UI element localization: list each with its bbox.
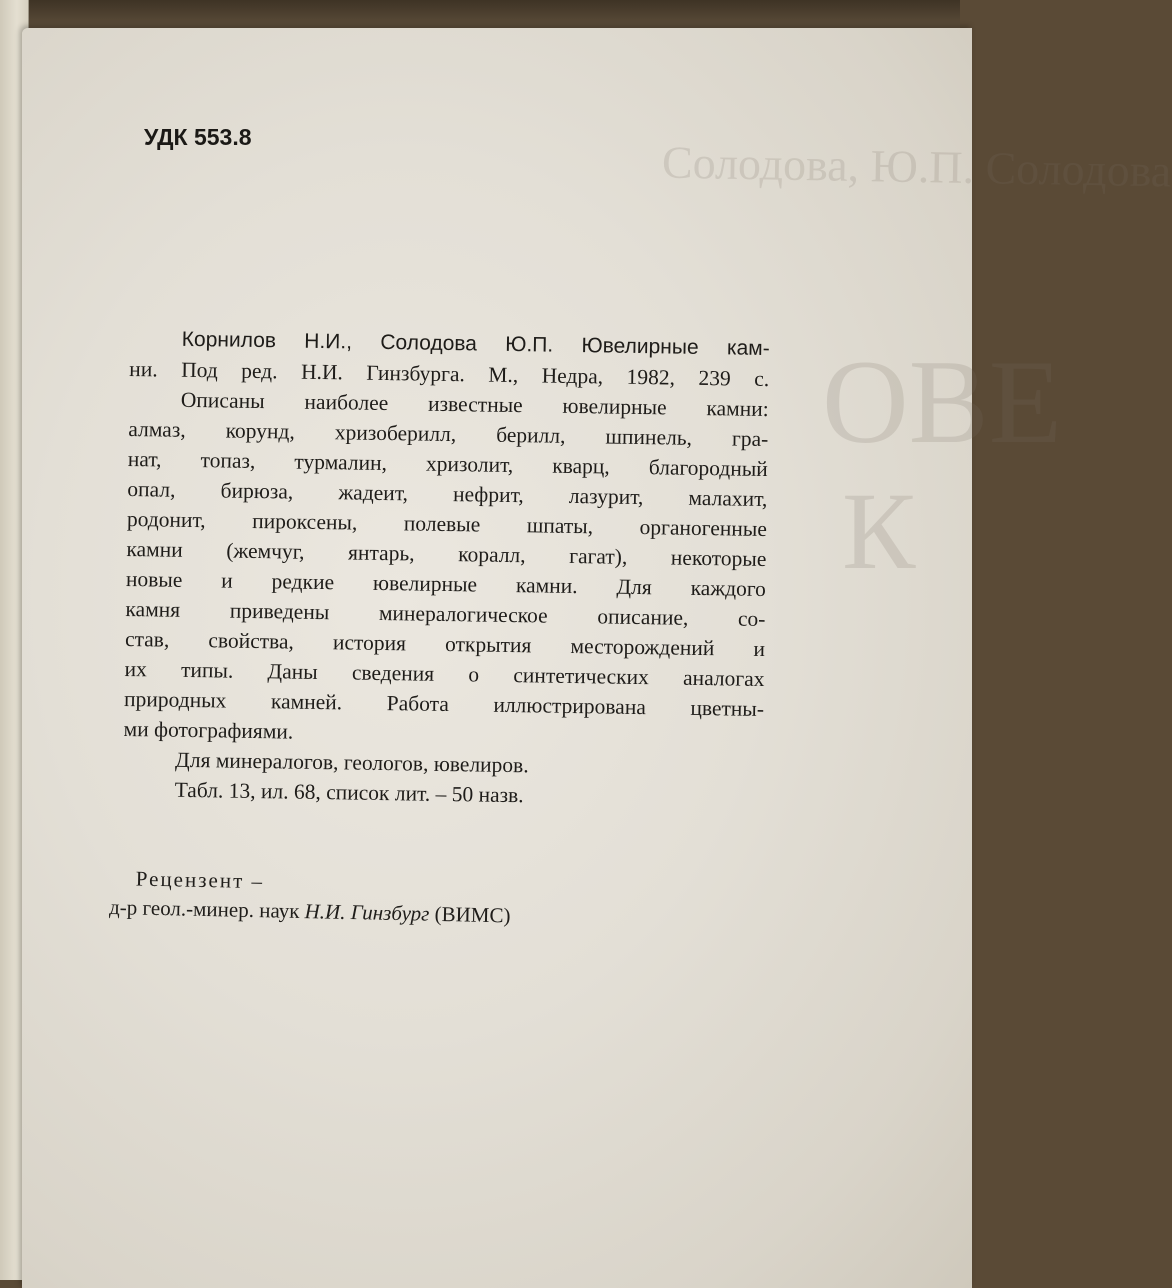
abstract-line: родонит, пироксены, полевые шпаты, органогенные	[126, 506, 768, 542]
abstract-line: камни (жемчуг, янтарь, коралл, гагат), некоторые	[126, 536, 767, 572]
abstract-line: нат, топаз, турмалин, хризолит, кварц, благородный	[127, 446, 768, 482]
abstract-line: опал, бирюза, жадеит, нефрит, лазурит, малахит,	[127, 476, 768, 512]
bleed-through-text: Солодова, Ю.П. Солодова	[661, 136, 1172, 197]
bibliographic-abstract	[122, 324, 769, 814]
abstract-line: алмаз, корунд, хризоберилл, берилл, шпинель, гра-	[128, 416, 769, 452]
abstract-line: Корнилов Н.И., Солодова Ю.П. Ювелирные кам-	[181, 327, 770, 361]
abstract-line: их типы. Даны сведения о синтетических аналогах	[124, 656, 765, 692]
reviewer-organization: (ВИМС)	[434, 901, 511, 928]
reviewer-block	[109, 866, 511, 928]
reviewer-credentials-line	[109, 895, 511, 928]
abstract-line: Для минералогов, геологов, ювелиров.	[174, 747, 529, 778]
reviewer-name: Н.И. Гинзбург	[304, 899, 430, 926]
book-page	[22, 28, 1172, 1288]
abstract-line: став, свойства, история открытия месторождений и	[124, 626, 766, 662]
abstract-line: новые и редкие ювелирные камни. Для каждого	[125, 566, 767, 602]
abstract-line: ми фотографиями.	[123, 716, 294, 744]
bleed-through-text: ОВЕ	[822, 335, 1062, 468]
udk-code: УДК 553.8	[144, 124, 252, 150]
abstract-line: природных камней. Работа иллюстрирована цветны-	[123, 686, 765, 722]
abstract-line: Описаны наиболее известные ювелирные камни:	[180, 387, 769, 422]
abstract-line: Табл. 13, ил. 68, список лит. – 50 назв.	[174, 777, 524, 808]
abstract-line: ни. Под ред. Н.И. Гинзбурга. М., Недра, 1982, 239 с.	[129, 356, 770, 392]
abstract-line: камня приведены минералогическое описание, со-	[125, 596, 766, 632]
bleed-through-text: К	[842, 470, 916, 592]
reviewer-label: Рецензент –	[135, 866, 265, 894]
reviewer-credentials: д-р геол.-минер. наук	[108, 894, 300, 923]
